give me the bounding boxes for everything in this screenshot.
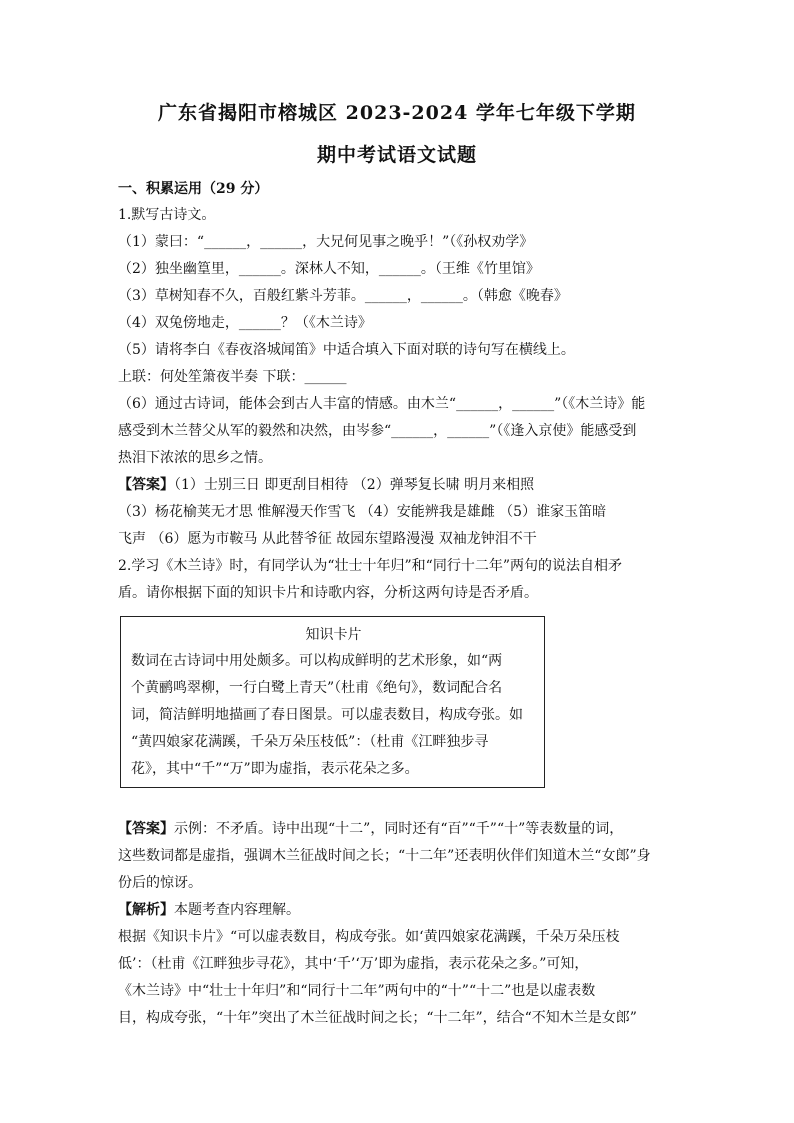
knowledge-card-line: “黄四娘家花满蹊，千朵万朵压枝低”：（杜甫《江畔独步寻 [131, 734, 489, 750]
answer-label: 【答案】 [118, 477, 174, 493]
analysis-line: 根据《知识卡片》“可以虚表数目，构成夸张。如‘黄四娘家花满蹊，千朵万朵压枝 [118, 929, 620, 945]
question-2-prompt: 盾。请你根据下面的知识卡片和诗歌内容，分析这两句诗是否矛盾。 [118, 585, 538, 601]
question-1-item: （6）通过古诗词，能体会到古人丰富的情感。由木兰“______，______”（《木兰诗》能 [118, 396, 646, 412]
question-2-prompt: 2.学习《木兰诗》时，有同学认为“壮士十年归”和“同行十二年”两句的说法自相矛 [118, 558, 622, 574]
question-1-item: （3）草树知春不久，百般红紫斗芳菲。______，______。（韩愈《晚春》 [118, 288, 568, 304]
answer-2-line: 这些数词都是虚指，强调木兰征战时间之长；“十二年”还表明伙伴们知道木兰“女郎”身 [118, 848, 651, 864]
answer-1-line: （3）杨花榆荚无才思 惟解漫天作雪飞 （4）安能辨我是雄雌 （5）谁家玉笛暗 [118, 504, 607, 520]
question-1-item: （1）蒙曰：“______，______，大兄何见事之晚乎！”（《孙权劝学》 [118, 234, 534, 250]
question-1-item: （4）双兔傍地走，______？（《木兰诗》 [118, 315, 372, 331]
section-heading: 一、积累运用（29 分） [118, 181, 269, 197]
answer-1-line: 飞声 （6）愿为市鞍马 从此替爷征 故园东望路漫漫 双袖龙钟泪不干 [118, 531, 537, 547]
knowledge-card-line: 数词在古诗词中用处颇多。可以构成鲜明的艺术形象，如“两 [131, 653, 503, 669]
knowledge-card-line: 个黄鹂鸣翠柳，一行白鹭上青天”（杜甫《绝句》，数词配合名 [131, 680, 503, 696]
knowledge-card-line: 花》，其中“千”“万”即为虚指，表示花朵之多。 [131, 761, 419, 777]
page-title-line-2: 期中考试语文试题 [316, 144, 477, 166]
answer-2-line: 份后的惊讶。 [118, 875, 202, 891]
analysis-label: 【解析】 [118, 902, 174, 918]
knowledge-card-title: 知识卡片 [305, 627, 362, 643]
analysis-line: 低’：（杜甫《江畔独步寻花》，其中‘千’‘万’即为虚指，表示花朵之多。”可知， [118, 956, 589, 972]
question-1-item: 热泪下浓浓的思乡之情。 [118, 450, 272, 466]
question-1-item: 上联：何处笙箫夜半奏 下联：______ [118, 369, 347, 385]
question-1-item: （5）请将李白《春夜洛城闻笛》中适合填入下面对联的诗句写在横线上。 [118, 342, 575, 358]
knowledge-card-line: 词，简洁鲜明地描画了春日图景。可以虚表数目，构成夸张。如 [131, 707, 523, 723]
answer-label: 【答案】 [118, 821, 174, 837]
question-1-prompt: 1.默写古诗文。 [118, 207, 216, 223]
answer-2-line [118, 819, 678, 839]
analysis-line: 《木兰诗》中“壮士十年归”和“同行十二年”两句中的“十”“十二”也是以虚表数 [118, 983, 596, 999]
analysis-line: 目，构成夸张，“十年”突出了木兰征战时间之长；“十二年”，结合“不知木兰是女郎” [118, 1010, 637, 1026]
question-1-item: 感受到木兰替父从军的毅然和决然，由岑参“______，______”（《逢入京使》能感受到 [118, 423, 637, 439]
knowledge-card [120, 616, 545, 788]
question-1-item: （2）独坐幽篁里，______。深林人不知，______。（王维《竹里馆》 [118, 261, 540, 277]
answer-1-line [118, 475, 678, 495]
answer-text: （1）士别三日 即更刮目相待 （2）弹琴复长啸 明月来相照 [174, 477, 535, 493]
analysis-line [118, 900, 678, 920]
analysis-text: 本题考查内容理解。 [174, 902, 300, 918]
answer-text: 示例：不矛盾。诗中出现“十二”，同时还有“百”“千”“十”等表数量的词， [174, 821, 624, 837]
page-title-line-1: 广东省揭阳市榕城区 2023-2024 学年七年级下学期 [158, 102, 636, 124]
